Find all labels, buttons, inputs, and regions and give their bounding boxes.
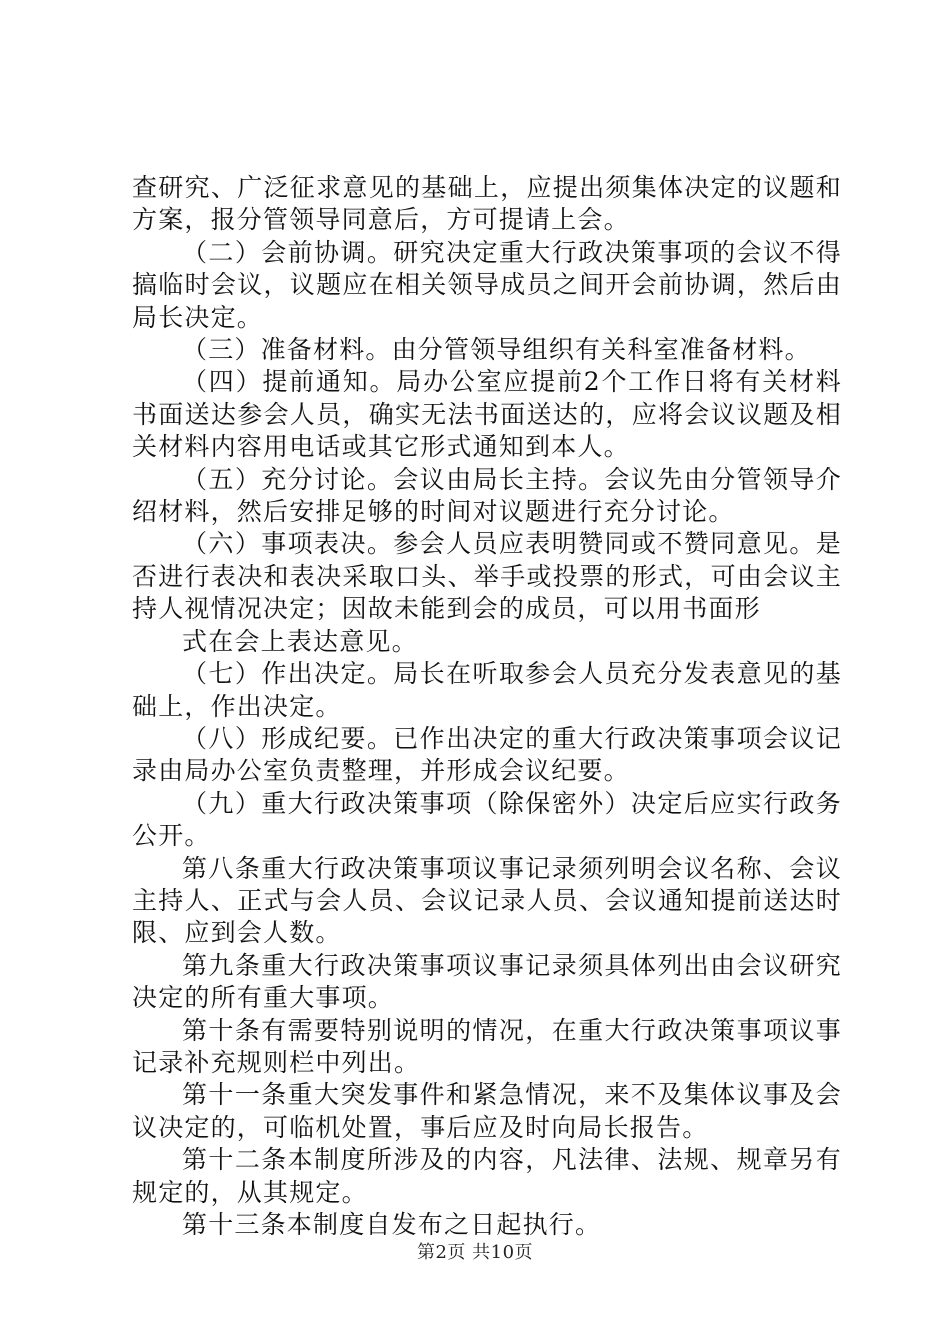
- paragraph-item-7: （七）作出决定。局长在听取参会人员充分发表意见的基础上，作出决定。: [132, 659, 842, 721]
- paragraph-item-3: （三）准备材料。由分管领导组织有关科室准备材料。: [182, 335, 811, 365]
- paragraph-item-4: （四）提前通知。局办公室应提前2个工作日将有关材料书面送达参会人员，确实无法书面送达的，应将会议议题及相关材料内容用电话或其它形式通知到本人。: [132, 367, 842, 462]
- article-13: 第十三条本制度自发布之日起执行。: [182, 1210, 602, 1239]
- paragraph-item-5: （五）充分讨论。会议由局长主持。会议先由分管领导介绍材料，然后安排足够的时间对议题进行充分讨论。: [132, 464, 842, 527]
- paragraph-continuation: 查研究、广泛征求意见的基础上，应提出须集体决定的议题和方案，报分管领导同意后，方可提请上会。: [132, 173, 842, 235]
- article-8: 第八条重大行政决策事项议事记录须列明会议名称、会议主持人、正式与会人员、会议记录人员、会议通知提前送达时限、应到会人数。: [132, 853, 842, 948]
- paragraph-item-2: （二）会前协调。研究决定重大行政决策事项的会议不得搞临时会议，议题应在相关领导成员之间开会前协调，然后由局长决定。: [132, 237, 842, 332]
- article-9: 第九条重大行政决策事项议事记录须具体列出由会议研究决定的所有重大事项。: [132, 950, 842, 1013]
- page-footer: [0, 1238, 950, 1264]
- article-12: 第十二条本制度所涉及的内容，凡法律、法规、规章另有规定的，从其规定。: [132, 1145, 842, 1207]
- article-10: 第十条有需要特别说明的情况，在重大行政决策事项议事记录补充规则栏中列出。: [132, 1015, 842, 1077]
- paragraph-item-6-tail: 式在会上表达意见。: [182, 626, 418, 656]
- paragraph-item-6: （六）事项表决。参会人员应表明赞同或不赞同意见。是否进行表决和表决采取口头、举手或投票的形式，可由会议主持人视情况决定；因故未能到会的成员，可以用书面形: [132, 529, 842, 624]
- paragraph-item-9: （九）重大行政决策事项（除保密外）决定后应实行政务公开。: [132, 788, 842, 851]
- page-number: 第2页 共10页: [416, 1242, 534, 1263]
- article-11: 第十一条重大突发事件和紧急情况，来不及集体议事及会议决定的，可临机处置，事后应及时向局长报告。: [132, 1080, 842, 1142]
- paragraph-item-8: （八）形成纪要。已作出决定的重大行政决策事项会议记录由局办公室负责整理，并形成会议纪要。: [132, 723, 842, 786]
- document-body: [132, 172, 842, 1241]
